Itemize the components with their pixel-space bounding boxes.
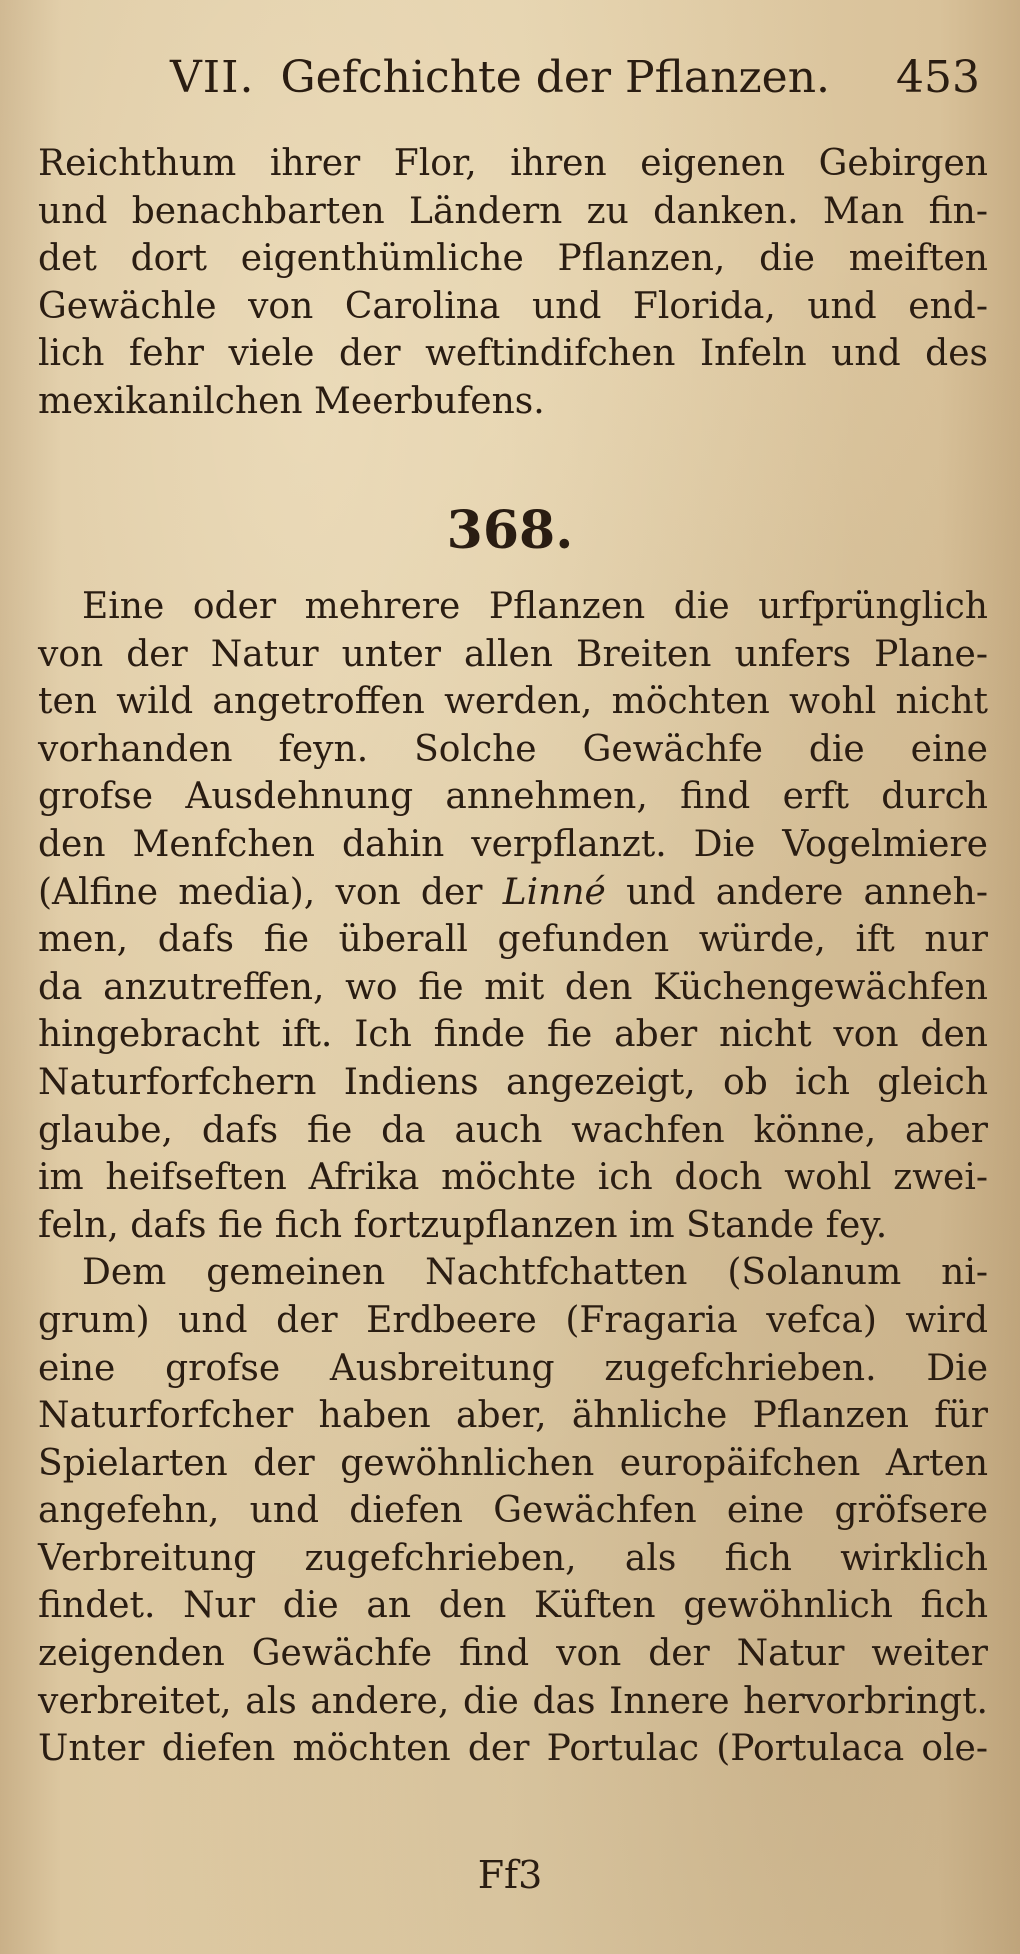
section-number: 368. <box>446 500 574 561</box>
text-line: Gewächle von Carolina und Florida, und end- <box>38 285 988 327</box>
text-line: verbreitet, als andere, die das Innere hervorbringt. <box>38 1680 988 1722</box>
text-line: Unter diefen möchten der Portulac (Portulaca ole- <box>38 1728 988 1770</box>
text-line: glaube, dafs fie da auch wachfen könne, aber <box>38 1109 988 1151</box>
text-line: mexikanilchen Meerbufens. <box>38 380 545 422</box>
text-line: feln, dafs fie fich fortzupflanzen im Stande fey. <box>38 1204 888 1246</box>
section-paragraph <box>38 583 988 1773</box>
continued-paragraph <box>38 140 988 426</box>
text-line: findet. Nur die an den Küften gewöhnlich fich <box>38 1585 988 1627</box>
text-line: Reichthum ihrer Flor, ihren eigenen Gebirgen <box>38 143 988 184</box>
text-line: ten wild angetroffen werden, möchten wohl nicht <box>38 681 988 723</box>
text-segment: (Alfine media), von der <box>38 871 483 913</box>
text-line: und benachbarten Ländern zu danken. Man fin- <box>38 190 988 232</box>
text-line: Naturforfchern Indiens angezeigt, ob ich gleich <box>38 1061 988 1103</box>
text-line: Eine oder mehrere Pflanzen die urfprünglich <box>82 586 988 627</box>
text-line: men, dafs fie überall gefunden würde, ift nur <box>38 919 988 961</box>
text-line: Naturforfcher haben aber, ähnliche Pflanzen für <box>38 1395 988 1437</box>
author-name: Linné <box>502 871 606 913</box>
text-line: im heifseften Afrika möchte ich doch wohl zwei- <box>38 1157 988 1199</box>
text-line: von der Natur unter allen Breiten unfers Plane- <box>38 633 988 675</box>
text-line: lich fehr viele der weftindifchen Infeln und des <box>38 333 988 375</box>
text-line: grofse Ausdehnung annehmen, find erft durch <box>38 776 988 818</box>
page-number: 453 <box>896 52 980 103</box>
text-line: vorhanden feyn. Solche Gewächfe die eine <box>38 728 988 770</box>
signature-mark: Ff3 <box>477 1853 543 1897</box>
text-segment: und andere anneh- <box>626 871 988 913</box>
chapter-number: VII. <box>170 52 255 103</box>
text-line: det dort eigenthümliche Pflanzen, die meiften <box>38 238 988 280</box>
text-line: zeigenden Gewächfe find von der Natur weiter <box>38 1633 988 1675</box>
text-line: da anzutreffen, wo fie mit den Küchengewächfen <box>38 966 988 1008</box>
text-line: grum) und der Erdbeere (Fragaria vefca) wird <box>38 1299 988 1341</box>
running-title: Gefchichte der Pflanzen. <box>280 52 831 103</box>
text-line: Spielarten der gewöhnlichen europäifchen Arten <box>38 1442 988 1484</box>
text-line: angefehn, und diefen Gewächfen eine gröfsere <box>38 1490 988 1532</box>
running-header <box>170 52 980 112</box>
text-line: Dem gemeinen Nachtfchatten (Solanum ni- <box>82 1252 988 1294</box>
text-line: Verbreitung zugefchrieben, als fich wirklich <box>38 1537 988 1579</box>
text-line: den Menfchen dahin verpflanzt. Die Vogelmiere <box>38 823 988 865</box>
text-line: hingebracht ift. Ich finde fie aber nicht von den <box>38 1014 988 1056</box>
text-line-with-author <box>38 869 988 917</box>
text-line: eine grofse Ausbreitung zugefchrieben. Die <box>38 1347 988 1389</box>
